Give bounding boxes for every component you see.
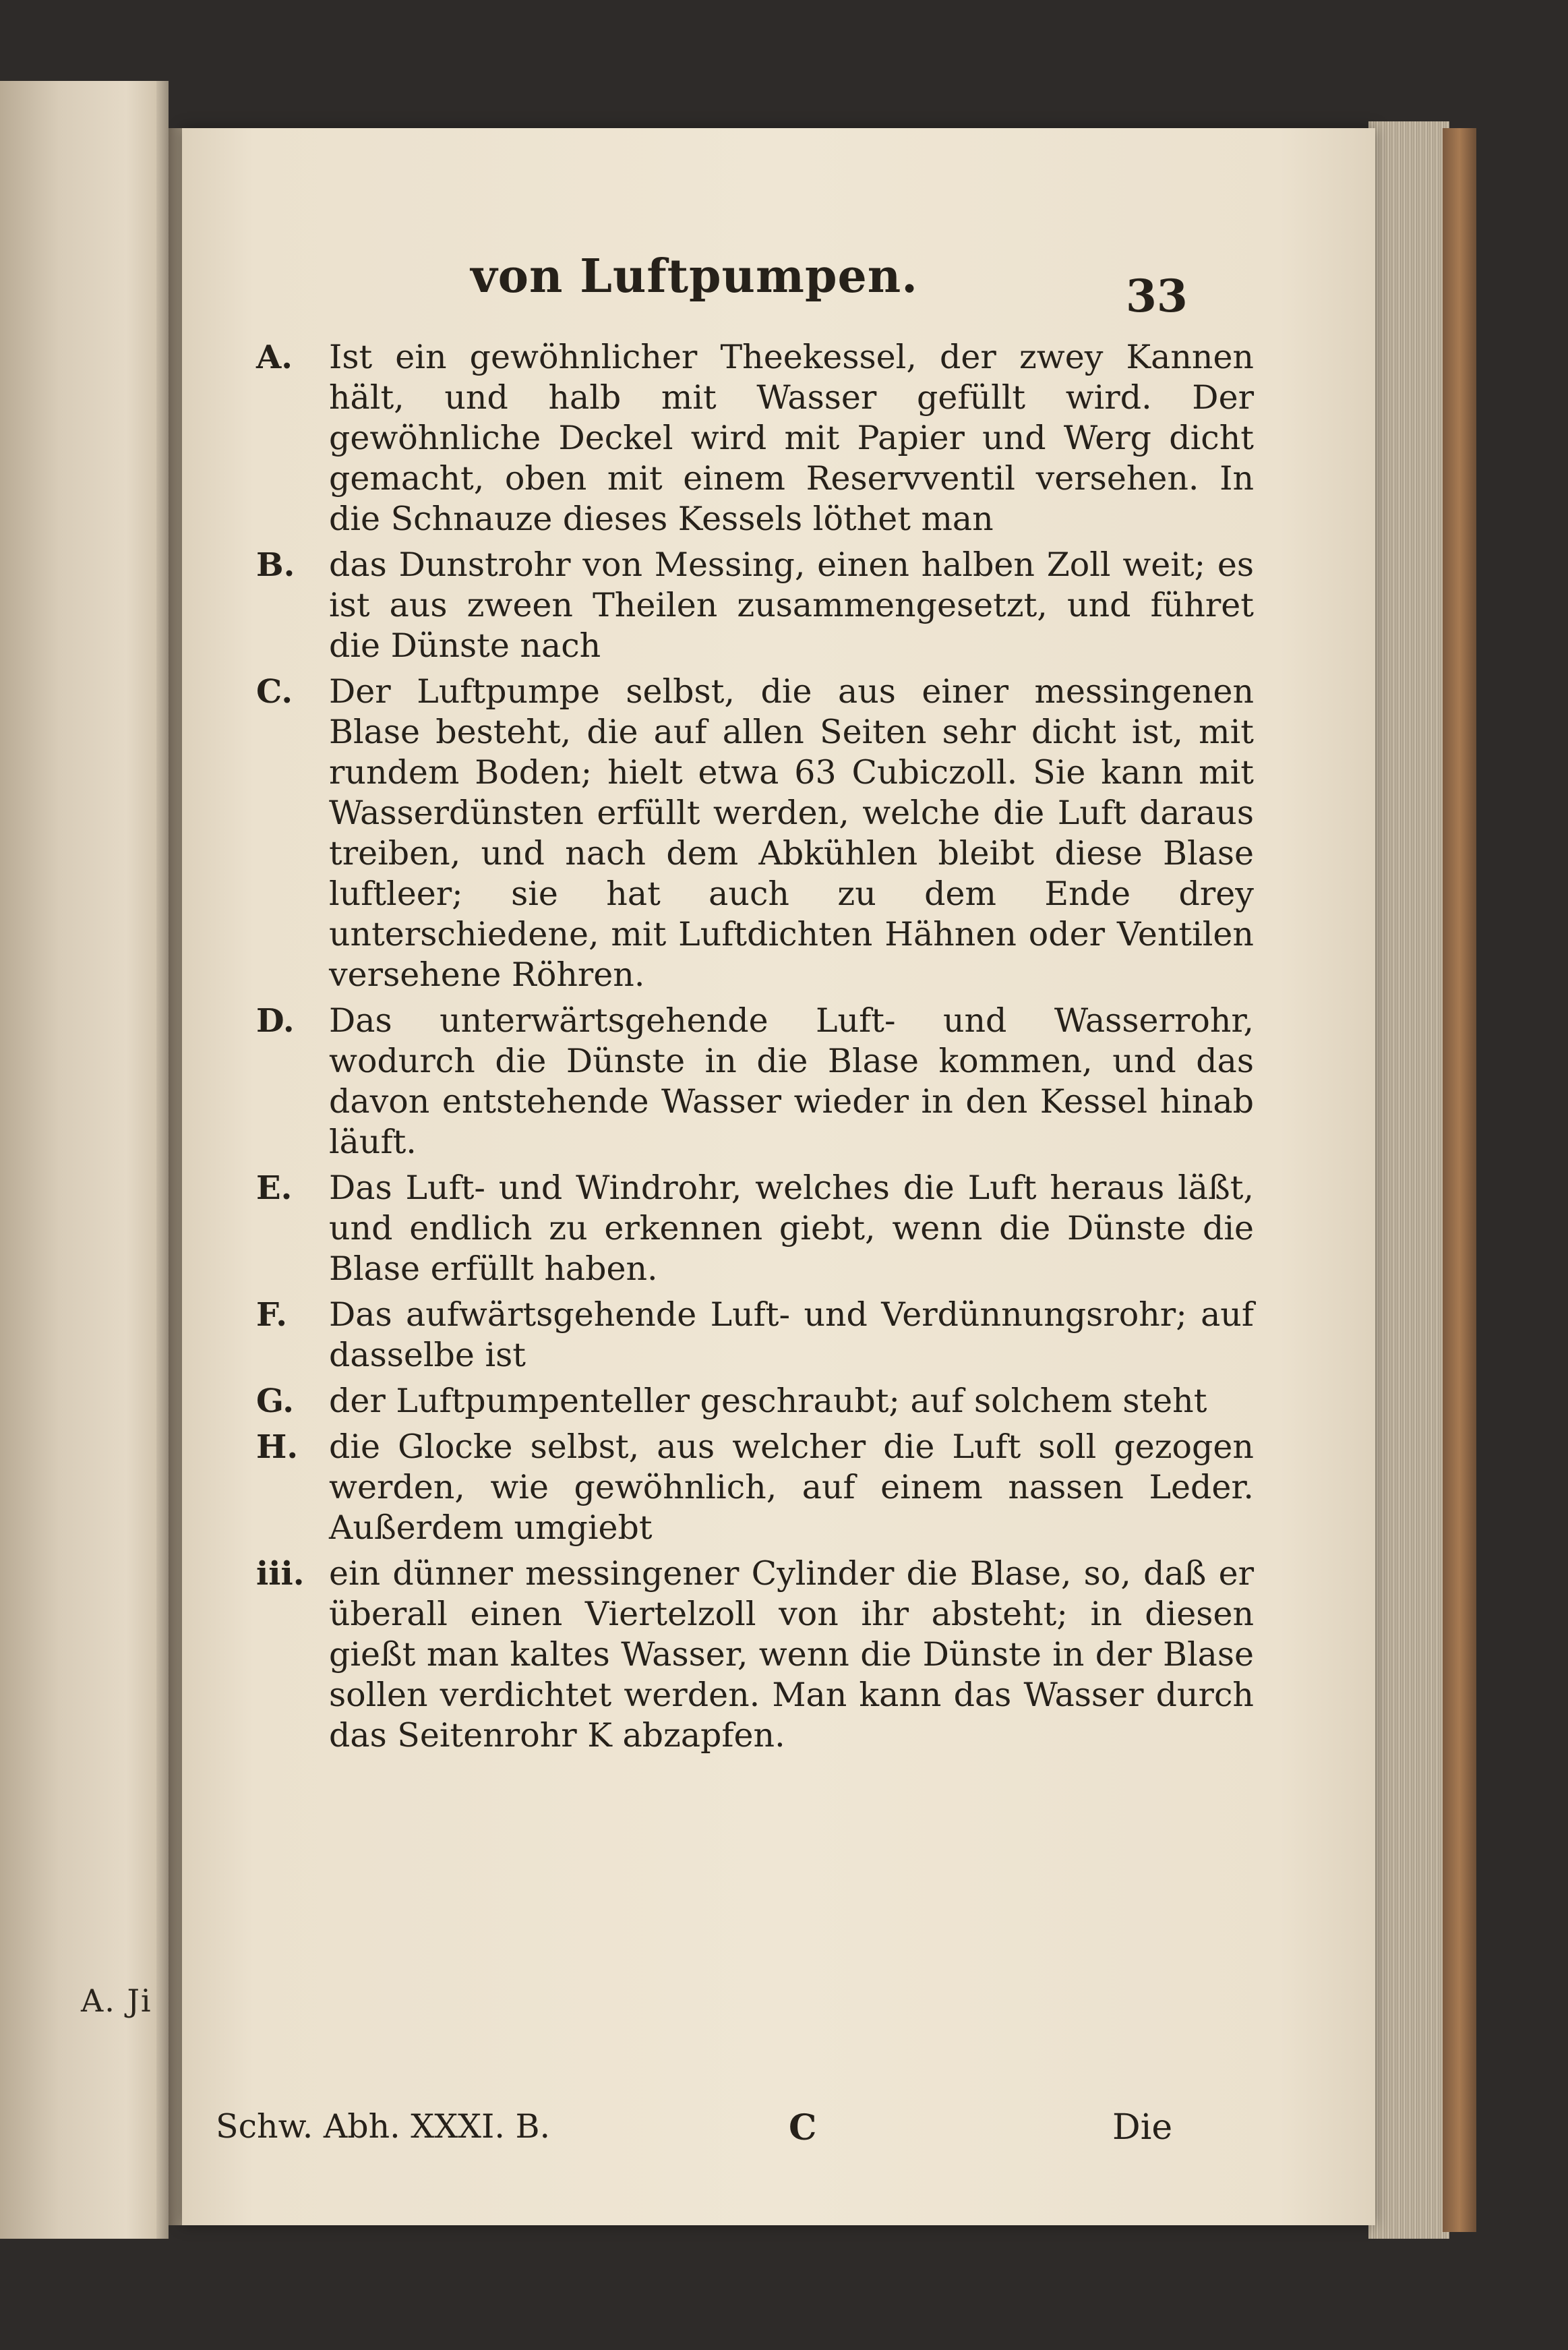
page-block-edge	[1368, 121, 1449, 2239]
entry-letter: D.	[256, 1002, 295, 1040]
left-page	[0, 81, 169, 2239]
entry-text: Der Luftpumpe selbst, die aus einer messingenen Blase besteht, die auf allen Seiten sehr dicht ist, mit rundem Boden; hielt etwa 63 Cubiczoll. Sie kann mit Wasserdünsten erfüllt werden, welche die Luft daraus treiben, und nach dem Abkühlen bleibt diese Blase luftleer; sie hat auch zu dem Ende drey unterschiedene, mit Luftdichten Hähnen oder Ventilen versehene Röhren.	[329, 672, 1254, 994]
gathering-mark: C	[789, 2107, 817, 2148]
legend-entry-c	[256, 672, 1254, 995]
entry-letter: A.	[256, 339, 293, 376]
page-footer	[216, 2107, 1213, 2154]
entry-text: das Dunstrohr von Messing, einen halben Zoll weit; es ist aus zween Theilen zusammengesetzt, und führet die Dünste nach	[329, 546, 1254, 665]
legend-entry-f	[256, 1295, 1254, 1376]
entry-text: Das aufwärtsgehende Luft- und Verdünnungsrohr; auf dasselbe ist	[329, 1295, 1254, 1374]
legend-entry-b	[256, 545, 1254, 666]
entry-text: die Glocke selbst, aus welcher die Luft soll gezogen werden, wie gewöhnlich, auf einem nassen Leder. Außerdem umgiebt	[329, 1428, 1254, 1547]
legend-entry-a	[256, 337, 1254, 539]
entry-letter: F.	[256, 1296, 287, 1334]
running-head: von Luftpumpen.	[471, 249, 918, 303]
cover-edge	[1443, 128, 1476, 2232]
legend-list	[256, 337, 1254, 1761]
catchword: Die	[1112, 2107, 1173, 2148]
left-page-fragment: A. Ji	[81, 1982, 152, 2019]
entry-text: der Luftpumpenteller geschraubt; auf solchem steht	[329, 1382, 1207, 1420]
page-content	[182, 128, 1375, 2225]
entry-letter: H.	[256, 1428, 299, 1466]
left-page-edge-shadow	[156, 81, 169, 2239]
entry-letter: E.	[256, 1169, 293, 1207]
legend-entry-g	[256, 1381, 1254, 1421]
page-number: 33	[1126, 270, 1188, 322]
entry-letter: B.	[256, 546, 295, 584]
legend-entry-d	[256, 1001, 1254, 1163]
entry-text: ein dünner messingener Cylinder die Blase, so, daß er überall einen Viertelzoll von ihr absteht; in diesen gießt man kaltes Wasser, wenn die Dünste in der Blase sollen verdichtet werden. Man kann das Wasser durch das Seitenrohr K abzapfen.	[329, 1554, 1254, 1755]
entry-letter: C.	[256, 673, 293, 711]
entry-text: Das Luft- und Windrohr, welches die Luft heraus läßt, und endlich zu erkennen giebt, wenn die Dünste die Blase erfüllt haben.	[329, 1169, 1254, 1288]
legend-entry-e	[256, 1168, 1254, 1289]
entry-letter: iii.	[256, 1555, 305, 1593]
entry-text: Das unterwärtsgehende Luft- und Wasserrohr, wodurch die Dünste in die Blase kommen, und das davon entstehende Wasser wieder in den Kessel hinab läuft.	[329, 1001, 1254, 1161]
entry-text: Ist ein gewöhnlicher Theekessel, der zwey Kannen hält, und halb mit Wasser gefüllt wird. Der gewöhnliche Deckel wird mit Papier und Werg dicht gemacht, oben mit einem Reservventil versehen. In die Schnauze dieses Kessels löthet man	[329, 338, 1254, 538]
legend-entry-iii	[256, 1554, 1254, 1756]
entry-letter: G.	[256, 1382, 294, 1420]
legend-entry-h	[256, 1427, 1254, 1548]
footer-signature: Schw. Abh. XXXI. B.	[216, 2107, 551, 2146]
